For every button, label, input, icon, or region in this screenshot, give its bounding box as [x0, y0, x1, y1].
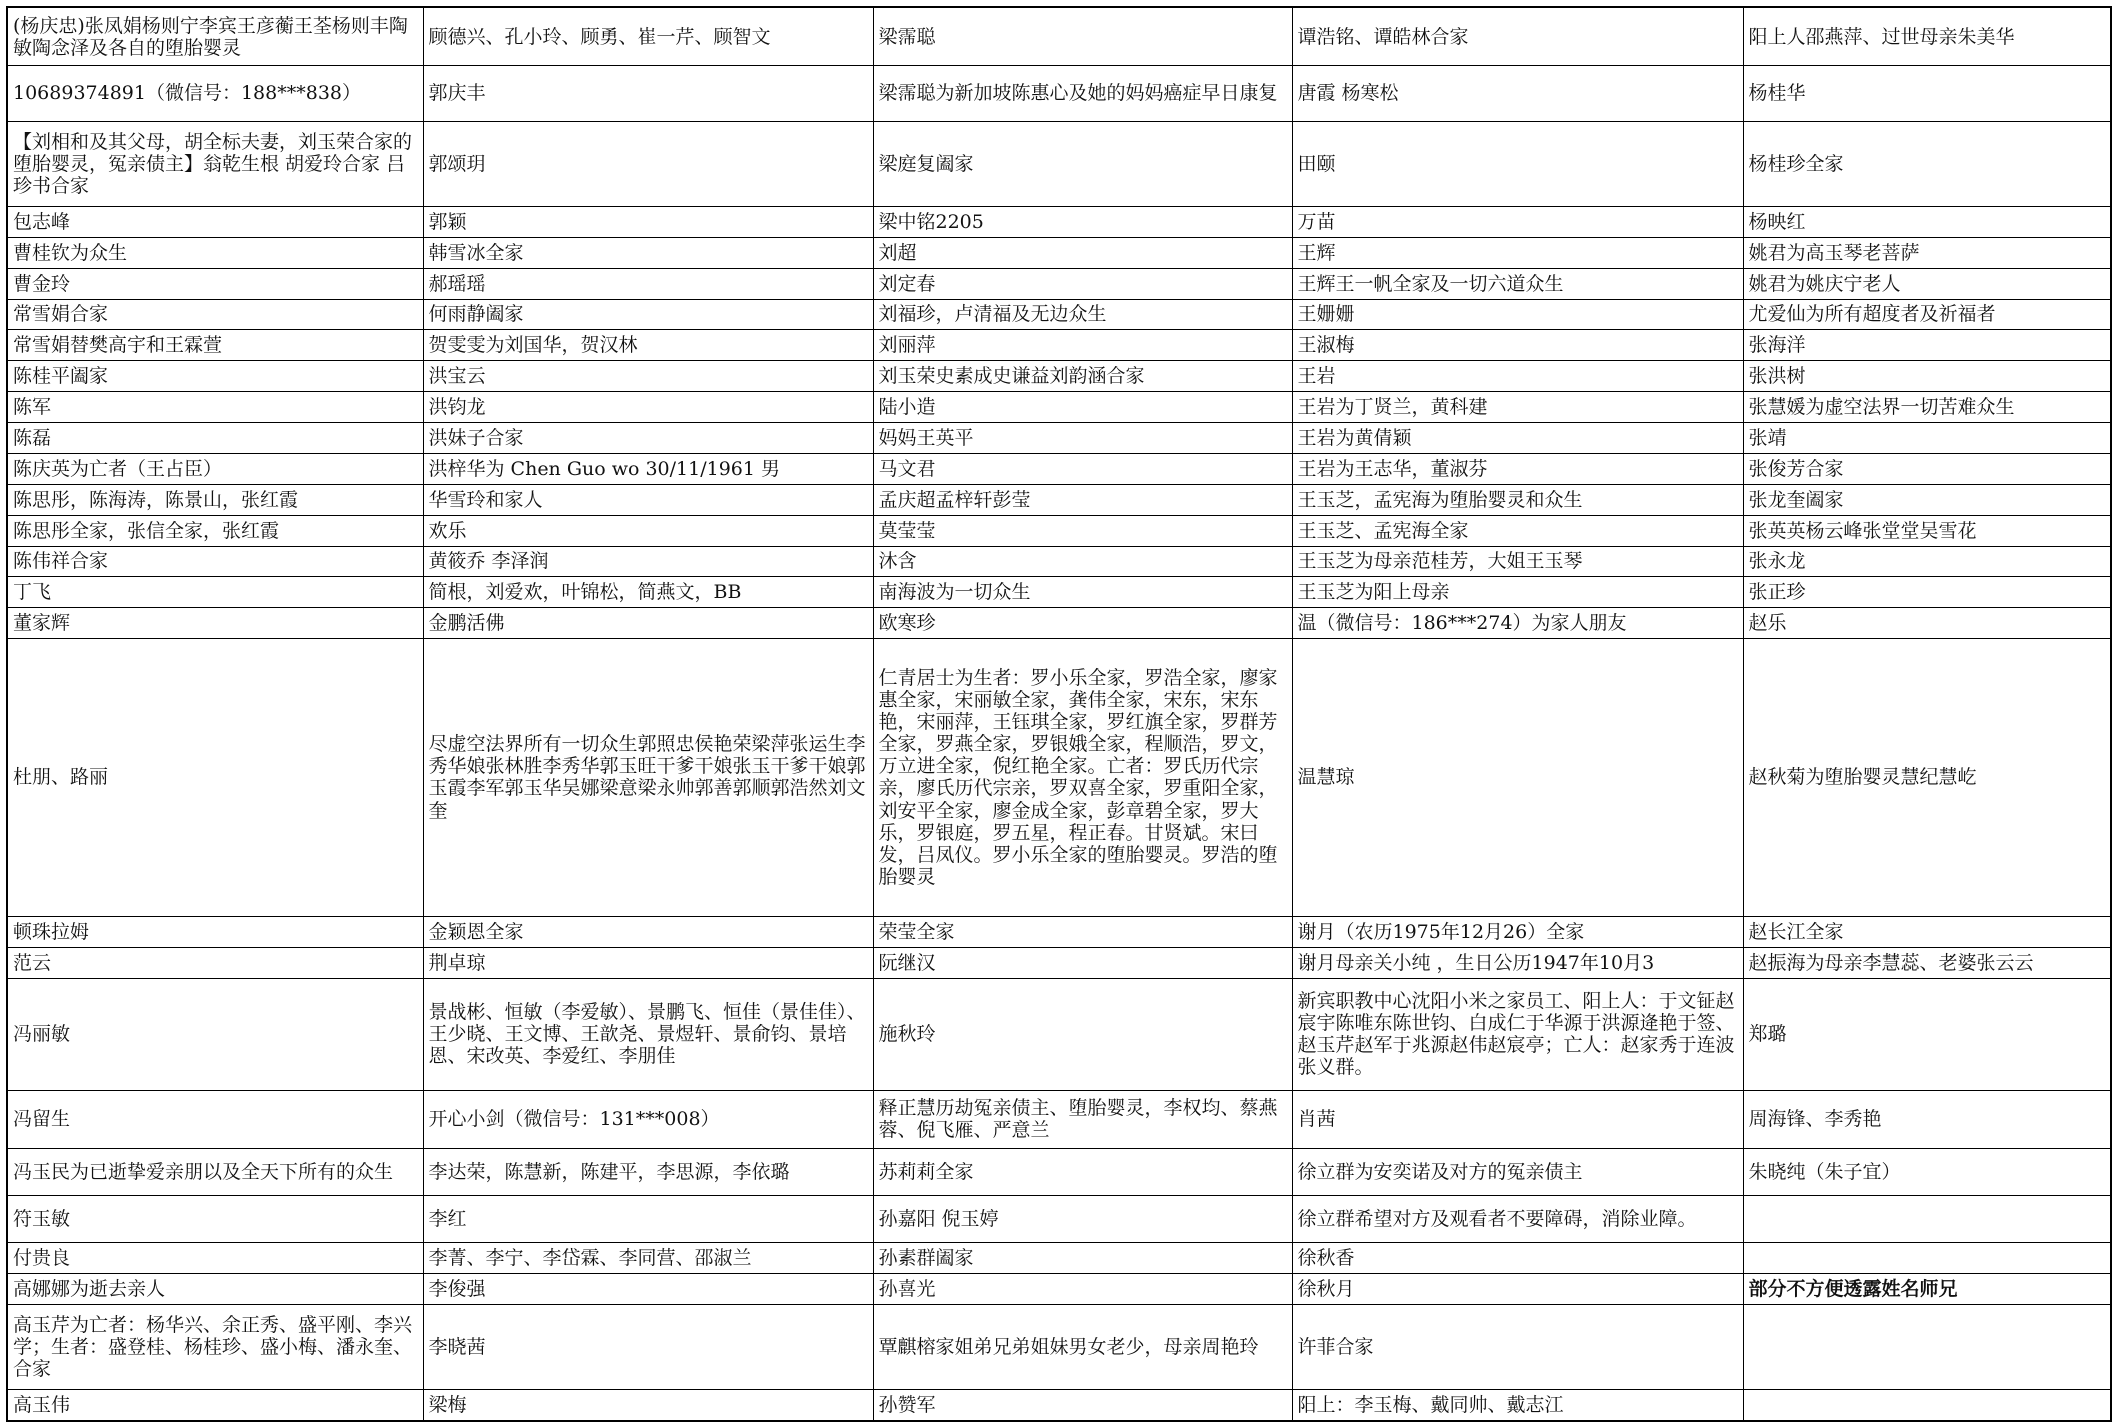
- table-row: [7, 1090, 2111, 1148]
- table-cell: 荣莹全家: [873, 916, 1292, 947]
- table-cell: 常雪娟合家: [7, 299, 423, 330]
- table-cell: 王玉芝为母亲范桂芳，大姐王玉琴: [1292, 546, 1743, 577]
- table-cell: 王玉芝，孟宪海为堕胎婴灵和众生: [1292, 484, 1743, 515]
- table-cell: 张永龙: [1743, 546, 2111, 577]
- table-cell: 10689374891（微信号：188***838）: [7, 66, 423, 122]
- table-cell: 郝瑶瑶: [423, 268, 873, 299]
- table-cell: 高娜娜为逝去亲人: [7, 1273, 423, 1304]
- table-cell: 徐立群希望对方及观看者不要障碍，消除业障。: [1292, 1195, 1743, 1242]
- table-row: [7, 1242, 2111, 1273]
- table-cell: 杜朋、路丽: [7, 639, 423, 917]
- table-cell: 华雪玲和家人: [423, 484, 873, 515]
- table-cell: 孙喜光: [873, 1273, 1292, 1304]
- table-cell: 赵乐: [1743, 608, 2111, 639]
- table-cell: (杨庆忠)张凤娟杨则宁李宾王彦蘅王荃杨则丰陶敏陶念泽及各自的堕胎婴灵: [7, 7, 423, 66]
- table-cell: 高玉芹为亡者：杨华兴、余正秀、盛平刚、李兴学；生者：盛登桂、杨桂珍、盛小梅、潘永奎、 合家: [7, 1304, 423, 1389]
- table-cell: 肖茜: [1292, 1090, 1743, 1148]
- table-row: [7, 299, 2111, 330]
- table-cell: 施秋玲: [873, 978, 1292, 1090]
- table-cell: 谢月（农历1975年12月26）全家: [1292, 916, 1743, 947]
- table-cell: 洪宝云: [423, 361, 873, 392]
- table-row: [7, 978, 2111, 1090]
- table-cell: 符玉敏: [7, 1195, 423, 1242]
- table-cell: 洪钧龙: [423, 392, 873, 423]
- table-row: [7, 639, 2111, 917]
- table-cell: 丁飞: [7, 577, 423, 608]
- table-cell: 洪梓华为 Chen Guo wo 30/11/1961 男: [423, 453, 873, 484]
- table-cell: 朱晓纯（朱子宜）: [1743, 1149, 2111, 1196]
- table-cell: 覃麒榕家姐弟兄弟姐妹男女老少，母亲周艳玲: [873, 1304, 1292, 1389]
- table-row: [7, 453, 2111, 484]
- table-cell: 陈思彤全家，张信全家，张红霞: [7, 515, 423, 546]
- table-cell: 金颖恩全家: [423, 916, 873, 947]
- table-cell: 田颐: [1292, 121, 1743, 206]
- table-cell: 梁中铭2205: [873, 206, 1292, 237]
- table-cell: 姚君为高玉琴老菩萨: [1743, 237, 2111, 268]
- table-row: [7, 206, 2111, 237]
- table-cell: 顿珠拉姆: [7, 916, 423, 947]
- table-cell: 陆小造: [873, 392, 1292, 423]
- table-cell: 刘福珍，卢清福及无边众生: [873, 299, 1292, 330]
- table-cell: 荆卓琼: [423, 947, 873, 978]
- table-cell: 冯丽敏: [7, 978, 423, 1090]
- table-cell: 杨映红: [1743, 206, 2111, 237]
- table-row: [7, 1195, 2111, 1242]
- table-cell: 苏莉莉全家: [873, 1149, 1292, 1196]
- table-cell: 赵长江全家: [1743, 916, 2111, 947]
- table-cell: 张洪树: [1743, 361, 2111, 392]
- table-cell: 莫莹莹: [873, 515, 1292, 546]
- table-cell: 张慧媛为虚空法界一切苦难众生: [1743, 392, 2111, 423]
- table-cell: 李菁、李宁、李岱霖、李同营、邵淑兰: [423, 1242, 873, 1273]
- table-cell: 妈妈王英平: [873, 423, 1292, 454]
- table-cell: 郭庆丰: [423, 66, 873, 122]
- table-cell: 刘丽萍: [873, 330, 1292, 361]
- table-cell: 梁梅: [423, 1389, 873, 1421]
- table-cell: 徐秋月: [1292, 1273, 1743, 1304]
- table-row: [7, 608, 2111, 639]
- table-cell: 王淑梅: [1292, 330, 1743, 361]
- table-row: [7, 515, 2111, 546]
- table-row: [7, 237, 2111, 268]
- table-cell: 冯玉民为已逝挚爱亲朋以及全天下所有的众生: [7, 1149, 423, 1196]
- table-cell: 徐立群为安奕诺及对方的冤亲债主: [1292, 1149, 1743, 1196]
- table-cell: 陈磊: [7, 423, 423, 454]
- table-cell: 郭颂玥: [423, 121, 873, 206]
- table-cell: 杨桂珍全家: [1743, 121, 2111, 206]
- table-cell: 陈思彤，陈海涛，陈景山，张红霞: [7, 484, 423, 515]
- table-cell: 王姗姗: [1292, 299, 1743, 330]
- table-cell: 王岩: [1292, 361, 1743, 392]
- table-cell: 包志峰: [7, 206, 423, 237]
- table-cell: 张海洋: [1743, 330, 2111, 361]
- table-cell: 常雪娟替樊高宇和王霖萱: [7, 330, 423, 361]
- table-cell: 张龙奎阖家: [1743, 484, 2111, 515]
- table-cell: 许菲合家: [1292, 1304, 1743, 1389]
- table-cell: 刘超: [873, 237, 1292, 268]
- table-cell: 梁霈聪为新加坡陈惠心及她的妈妈癌症早日康复: [873, 66, 1292, 122]
- table-cell: 王岩为王志华，董淑芬: [1292, 453, 1743, 484]
- table-row: [7, 361, 2111, 392]
- table-cell: 温慧琼: [1292, 639, 1743, 917]
- table-cell: 仁青居士为生者：罗小乐全家，罗浩全家，廖家惠全家，宋丽敏全家，龚伟全家，宋东，宋东艳，宋丽萍，王钰琪全家，罗红旗全家，罗群芳全家，罗燕全家，罗银娥全家，程顺浩，罗文，万立进全家，倪红艳全家。亡者：罗氏历代宗亲，廖氏历代宗亲，罗双喜全家，罗重阳全家，刘安平全家，廖金成全家，彭章碧全家，罗大乐，罗银庭，罗五星，程正春。甘贤斌。宋曰发，吕凤仪。罗小乐全家的堕胎婴灵。罗浩的堕胎婴灵: [873, 639, 1292, 917]
- table-cell: 姚君为姚庆宁老人: [1743, 268, 2111, 299]
- table-cell: 【刘相和及其父母，胡全标夫妻，刘玉荣合家的堕胎婴灵，冤亲债主】翁乾生根 胡爱玲合家 吕珍书合家: [7, 121, 423, 206]
- table-cell: 周海锋、李秀艳: [1743, 1090, 2111, 1148]
- table-row: [7, 1149, 2111, 1196]
- table-cell: 赵振海为母亲李慧蕊、老婆张云云: [1743, 947, 2111, 978]
- table-cell: 杨桂华: [1743, 66, 2111, 122]
- table-cell: 曹金玲: [7, 268, 423, 299]
- table-cell: 部分不方便透露姓名师兄: [1743, 1273, 2111, 1304]
- table-cell: 范云: [7, 947, 423, 978]
- table-cell: [1743, 1195, 2111, 1242]
- table-cell: 万苗: [1292, 206, 1743, 237]
- table-cell: 李晓茜: [423, 1304, 873, 1389]
- table-cell: 刘玉荣史素成史谦益刘韵涵合家: [873, 361, 1292, 392]
- table-cell: 徐秋香: [1292, 1242, 1743, 1273]
- table-cell: 梁霈聪: [873, 7, 1292, 66]
- table-cell: [1743, 1242, 2111, 1273]
- table-cell: 王辉王一帆全家及一切六道众生: [1292, 268, 1743, 299]
- table-cell: 尽虚空法界所有一切众生郭照忠侯艳荣梁萍张运生李秀华娘张林胜李秀华郭玉旺干爹干娘张玉干爹干娘郭玉霞李军郭玉华吴娜梁意梁永帅郭善郭顺郭浩然刘文奎: [423, 639, 873, 917]
- table-cell: 贺雯雯为刘国华，贺汉林: [423, 330, 873, 361]
- table-cell: 顾德兴、孔小玲、顾勇、崔一芹、顾智文: [423, 7, 873, 66]
- table-cell: 张正珍: [1743, 577, 2111, 608]
- table-cell: 谭浩铭、谭皓林合家: [1292, 7, 1743, 66]
- table-cell: 付贵良: [7, 1242, 423, 1273]
- table-cell: 尤爱仙为所有超度者及祈福者: [1743, 299, 2111, 330]
- table-cell: 高玉伟: [7, 1389, 423, 1421]
- table-cell: 洪妹子合家: [423, 423, 873, 454]
- table-cell: 李红: [423, 1195, 873, 1242]
- table-cell: 阳上人邵燕萍、过世母亲朱美华: [1743, 7, 2111, 66]
- table-cell: 王玉芝、孟宪海全家: [1292, 515, 1743, 546]
- table-row: [7, 1389, 2111, 1421]
- table-cell: 阳上：李玉梅、戴同帅、戴志江: [1292, 1389, 1743, 1421]
- table-row: [7, 392, 2111, 423]
- table-cell: 孟庆超孟梓轩彭莹: [873, 484, 1292, 515]
- table-cell: 孙素群阖家: [873, 1242, 1292, 1273]
- table-cell: 欢乐: [423, 515, 873, 546]
- table-row: [7, 7, 2111, 66]
- table-cell: 张俊芳合家: [1743, 453, 2111, 484]
- table-cell: 赵秋菊为堕胎婴灵慧纪慧屹: [1743, 639, 2111, 917]
- table-cell: 曹桂钦为众生: [7, 237, 423, 268]
- table-cell: 唐霞 杨寒松: [1292, 66, 1743, 122]
- dedication-names-table: [6, 6, 2112, 1422]
- table-row: [7, 916, 2111, 947]
- table-cell: 孙嘉阳 倪玉婷: [873, 1195, 1292, 1242]
- table-cell: 刘定春: [873, 268, 1292, 299]
- table-cell: [1743, 1304, 2111, 1389]
- table-cell: 景战彬、恒敏（李爱敏）、景鹏飞、恒佳（景佳佳）、王少晓、王文博、王歆尧、景煜轩、景俞钧、景培恩、宋改英、李爱红、李朋佳: [423, 978, 873, 1090]
- table-cell: 孙赞军: [873, 1389, 1292, 1421]
- table-cell: 简根，刘爱欢，叶锦松，简燕文，BB: [423, 577, 873, 608]
- table-row: [7, 1304, 2111, 1389]
- table-cell: 陈军: [7, 392, 423, 423]
- table-row: [7, 66, 2111, 122]
- table-cell: 新宾职教中心沈阳小米之家员工、阳上人：于文钲赵宸宇陈唯东陈世钧、白成仁于华源于洪源逄艳于签、赵玉芹赵军于兆源赵伟赵宸亭；亡人：赵家秀于连波张义群。: [1292, 978, 1743, 1090]
- table-cell: 温（微信号：186***274）为家人朋友: [1292, 608, 1743, 639]
- table-row: [7, 947, 2111, 978]
- table-cell: 金鹏活佛: [423, 608, 873, 639]
- table-cell: 谢月母亲关小纯 ，生日公历1947年10月3: [1292, 947, 1743, 978]
- table-cell: 陈伟祥合家: [7, 546, 423, 577]
- table-cell: 王辉: [1292, 237, 1743, 268]
- table-cell: 王岩为黄倩颖: [1292, 423, 1743, 454]
- table-cell: 李达荣，陈慧新，陈建平，李思源，李依璐: [423, 1149, 873, 1196]
- table-cell: 黄筱乔 李泽润: [423, 546, 873, 577]
- table-row: [7, 546, 2111, 577]
- table-cell: 冯留生: [7, 1090, 423, 1148]
- table-cell: 张靖: [1743, 423, 2111, 454]
- table-cell: 沐含: [873, 546, 1292, 577]
- table-cell: [1743, 1389, 2111, 1421]
- table-cell: 韩雪冰全家: [423, 237, 873, 268]
- table-row: [7, 577, 2111, 608]
- table-row: [7, 423, 2111, 454]
- table-cell: 开心小剑（微信号：131***008）: [423, 1090, 873, 1148]
- table-cell: 马文君: [873, 453, 1292, 484]
- table-body: [7, 7, 2111, 1421]
- table-cell: 欧寒珍: [873, 608, 1292, 639]
- table-cell: 李俊强: [423, 1273, 873, 1304]
- table-cell: 何雨静阖家: [423, 299, 873, 330]
- table-cell: 张英英杨云峰张堂堂吴雪花: [1743, 515, 2111, 546]
- table-cell: 王玉芝为阳上母亲: [1292, 577, 1743, 608]
- table-cell: 南海波为一切众生: [873, 577, 1292, 608]
- table-row: [7, 484, 2111, 515]
- table-cell: 陈庆英为亡者（王占臣）: [7, 453, 423, 484]
- table-row: [7, 268, 2111, 299]
- table-cell: 梁庭复阖家: [873, 121, 1292, 206]
- table-cell: 郭颖: [423, 206, 873, 237]
- table-cell: 王岩为丁贤兰，黄科建: [1292, 392, 1743, 423]
- table-cell: 释正慧历劫冤亲债主、堕胎婴灵，李权均、蔡燕蓉、倪飞雁、严意兰: [873, 1090, 1292, 1148]
- table-row: [7, 330, 2111, 361]
- table-cell: 阮继汉: [873, 947, 1292, 978]
- table-cell: 董家辉: [7, 608, 423, 639]
- table-row: [7, 1273, 2111, 1304]
- table-row: [7, 121, 2111, 206]
- table-cell: 郑璐: [1743, 978, 2111, 1090]
- table-cell: 陈桂平阖家: [7, 361, 423, 392]
